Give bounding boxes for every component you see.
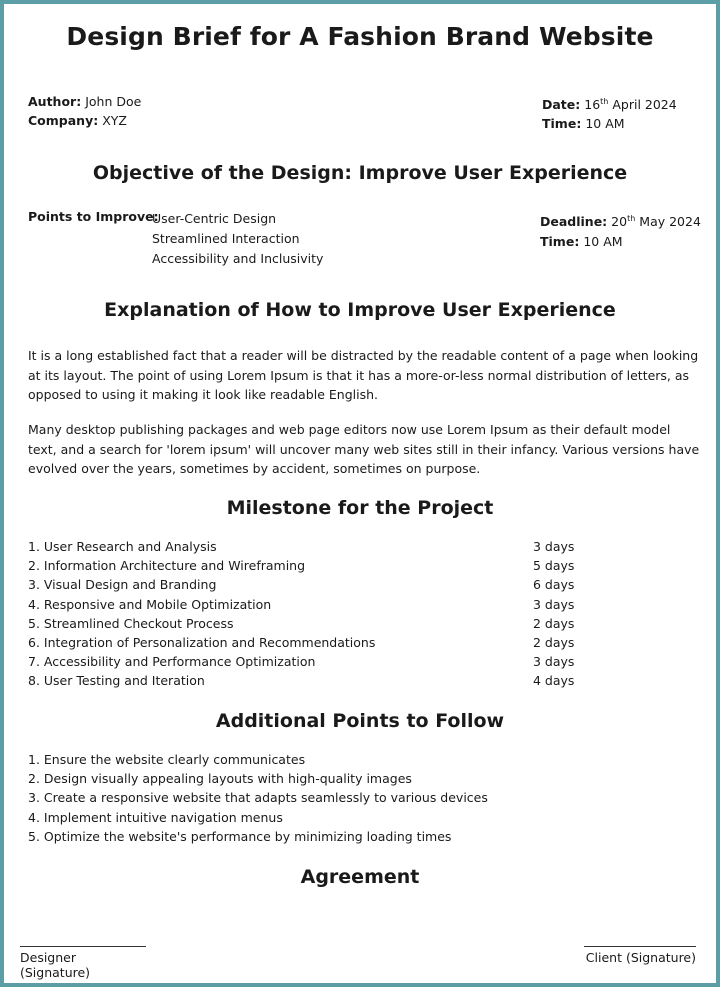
additional-heading: Additional Points to Follow <box>215 710 505 732</box>
author-value: John Doe <box>85 94 142 109</box>
author-line <box>28 92 141 111</box>
milestone-list <box>28 537 588 691</box>
date-time-block <box>542 92 677 133</box>
milestone-label: 8. User Testing and Iteration <box>28 673 205 689</box>
list-item: 1. Ensure the website clearly communicates <box>28 752 306 767</box>
company-label: Company: <box>28 113 99 128</box>
milestone-label: 5. Streamlined Checkout Process <box>28 615 234 631</box>
author-label: Author: <box>28 94 82 109</box>
designer-signature <box>20 946 146 980</box>
list-item: 4. Implement intuitive navigation menus <box>28 809 283 825</box>
milestone-label: 4. Responsive and Mobile Optimization <box>28 596 272 612</box>
additional-list <box>28 750 488 846</box>
points-list <box>152 209 323 269</box>
table-row <box>28 652 588 671</box>
date-line <box>542 92 677 114</box>
milestone-label: 2. Information Architecture and Wireframing <box>28 558 306 574</box>
designer-signature-label: Designer (Signature) <box>20 946 146 980</box>
date-day: 16 <box>584 97 601 113</box>
list-item: 3. Create a responsive website that adapts seamlessly to various devices <box>28 790 488 806</box>
time-label: Time: <box>542 116 582 132</box>
list-item: 5. Optimize the website's performance by minimizing loading times <box>28 828 452 844</box>
client-signature <box>584 946 696 965</box>
list-item: User-Centric Design <box>152 211 277 226</box>
milestone-label: 1. User Research and Analysis <box>28 539 217 554</box>
date-label: Date: <box>542 97 581 113</box>
deadline-line <box>540 209 701 232</box>
agreement-heading: Agreement <box>300 866 420 888</box>
explanation-heading: Explanation of How to Improve User Experience <box>104 299 616 321</box>
milestone-label: 6. Integration of Personalization and Recommendations <box>28 634 376 650</box>
time-value: 10 AM <box>585 116 625 132</box>
date-suffix: th <box>600 97 609 106</box>
list-item: 2. Design visually appealing layouts with high-quality images <box>28 771 412 787</box>
deadline-suffix: th <box>627 214 636 223</box>
points-label: Points to Improve: <box>28 209 159 224</box>
milestone-days: 3 days <box>533 596 575 612</box>
company-line <box>28 111 141 130</box>
list-item: Streamlined Interaction <box>152 231 300 246</box>
deadline-time-line <box>540 232 701 252</box>
table-row <box>28 537 588 556</box>
milestone-days: 3 days <box>533 654 575 670</box>
table-row <box>28 556 588 575</box>
table-row <box>28 575 588 594</box>
milestone-days: 2 days <box>533 615 575 631</box>
milestone-days: 6 days <box>533 577 575 593</box>
milestone-days: 2 days <box>533 634 575 650</box>
milestone-days: 3 days <box>533 539 575 554</box>
deadline-time-label: Time: <box>540 234 580 250</box>
table-row <box>28 671 588 690</box>
deadline-day: 20 <box>611 214 628 230</box>
table-row <box>28 614 588 633</box>
objective-heading: Objective of the Design: Improve User Experience <box>92 162 628 184</box>
deadline-label: Deadline: <box>540 214 608 230</box>
milestone-label: 7. Accessibility and Performance Optimization <box>28 654 316 670</box>
deadline-time-value: 10 AM <box>583 234 623 250</box>
document-title: Design Brief for A Fashion Brand Website <box>66 22 654 51</box>
explanation-paragraph-2: Many desktop publishing packages and web page editors now use Lorem Ipsum as their default model text, and a search for 'lorem ipsum' will uncover many web sites still in their infancy. Various versions have evolved over the years, sometimes by accident, sometimes on purpose. <box>28 422 700 476</box>
company-value: XYZ <box>102 113 127 128</box>
table-row <box>28 633 588 652</box>
date-rest: April 2024 <box>612 97 677 113</box>
milestone-label: 3. Visual Design and Branding <box>28 577 217 593</box>
explanation-paragraph-1: It is a long established fact that a reader will be distracted by the readable content of a page when looking at its layout. The point of using Lorem Ipsum is that it has a more-or-less normal distribution of letters, as opposed to using it making it look like readable English. <box>28 348 699 402</box>
time-line <box>542 114 677 133</box>
deadline-rest: May 2024 <box>639 214 701 230</box>
list-item: Accessibility and Inclusivity <box>152 251 324 266</box>
table-row <box>28 595 588 614</box>
milestone-heading: Milestone for the Project <box>226 497 494 519</box>
author-company-block <box>28 92 141 130</box>
client-signature-label: Client (Signature) <box>584 946 696 965</box>
milestone-days: 5 days <box>533 558 575 574</box>
milestone-days: 4 days <box>533 673 575 689</box>
deadline-block <box>540 209 701 252</box>
